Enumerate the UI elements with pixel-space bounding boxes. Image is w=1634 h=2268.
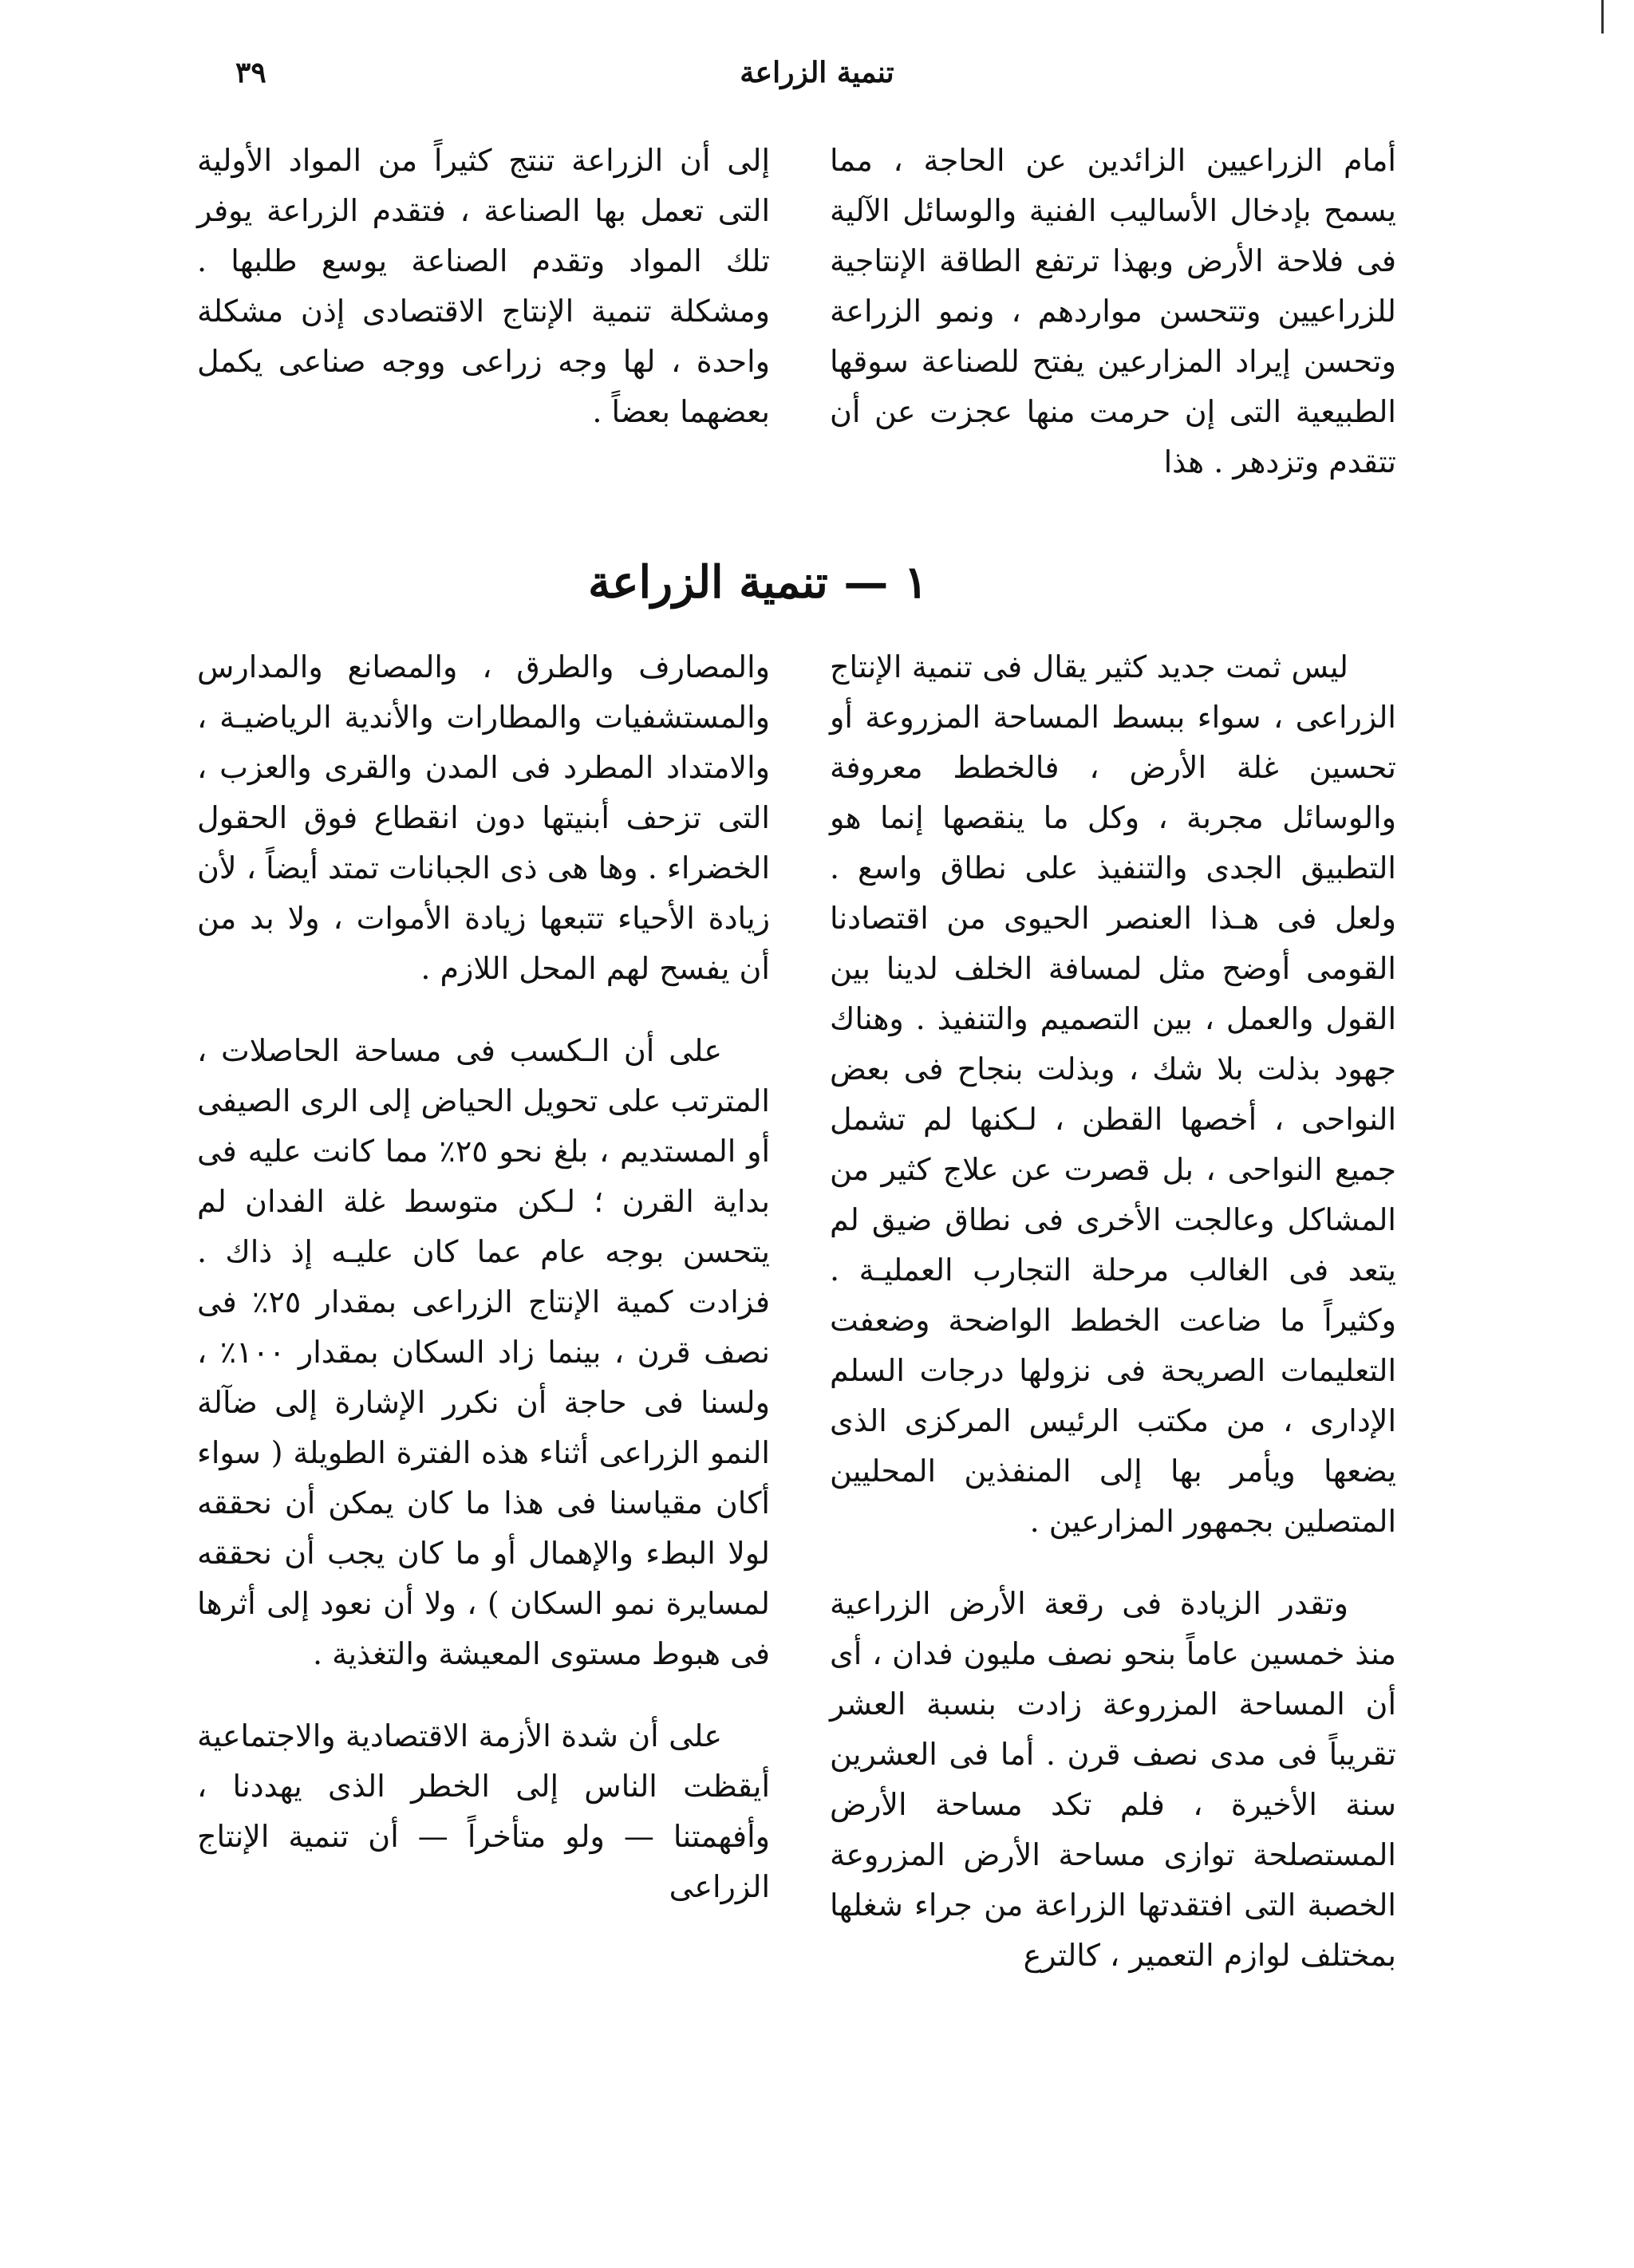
top-right-paragraph: أمام الزراعيين الزائدين عن الحاجة ، مما يسمح بإدخال الأساليب الفنية والوسائل الآلية فى فلاحة الأرض وبهذا ترتفع الطاقة الإنتاجية للزراعيين وتتحسن مواردهم ، ونمو الزراعة وتحسن إيراد المزارعين يفتح للصناعة سوقها الطبيعية التى إن حرمت منها عجزت عن أن تتقدم وتزدهر . هذا (830, 143, 1396, 479)
body-paragraph: والمصارف والطرق ، والمصانع والمدارس والمستشفيات والمطارات والأندية الرياضيـة ، والامتداد المطرد فى المدن والقرى والعزب ، التى تزحف أبنيتها دون انقطاع فوق الحقول الخضراء . وها هى ذى الجبانات تمتد أيضاً ، لأن زيادة الأحياء تتبعها زيادة الأموات ، ولا بد من أن يفسح لهم المحل اللازم . (197, 649, 770, 986)
running-title: تنمية الزراعة (740, 56, 894, 89)
body-paragraph: وتقدر الزيادة فى رقعة الأرض الزراعية منذ خمسين عاماً بنحو نصف مليون فدان ، أى أن المساحة المزروعة زادت بنسبة العشر تقريباً فى مدى نصف قرن . أما فى العشرين سنة الأخيرة ، فلم تكد مساحة الأرض المستصلحة توازى مساحة الأرض المزروعة الخصبة التى افتقدتها الزراعة من جراء شغلها بمختلف لوازم التعمير ، كالترع (830, 1586, 1396, 1973)
body-paragraph: على أن شدة الأزمة الاقتصادية والاجتماعية أيقظت الناس إلى الخطر الذى يهددنا ، وأفهمتنا — ولو متأخراً — أن تنمية الإنتاج الزراعى (197, 1718, 770, 1904)
paragraph-gap (197, 1679, 770, 1711)
edge-mark (1601, 0, 1604, 34)
bottom-left-column (197, 642, 770, 1912)
page-number: ٣٩ (235, 56, 266, 89)
section-heading: ١ — تنمية الزراعة (588, 556, 928, 609)
bottom-right-column (830, 642, 1396, 1981)
top-left-column (197, 136, 770, 437)
body-paragraph: على أن الـكسب فى مساحة الحاصلات ، المترتب على تحويل الحياض إلى الرى الصيفى أو المستديم ، بلغ نحو ٢٥٪ مما كانت عليه فى بداية القرن ؛ لـكن متوسط غلة الفدان لم يتحسن بوجه عام عما كان عليـه إذ ذاك . فزادت كمية الإنتاج الزراعى بمقدار ٢٥٪ فى نصف قرن ، بينما زاد السكان بمقدار ١٠٠٪ ، ولسنا فى حاجة أن نكرر الإشارة إلى ضآلة النمو الزراعى أثناء هذه الفترة الطويلة ( سواء أكان مقياسنا فى هذا ما كان يمكن أن نحققه لولا البطء والإهمال أو ما كان يجب أن نحققه لمسايرة نمو السكان ) ، ولا أن نعود إلى أثرها فى هبوط مستوى المعيشة والتغذية . (197, 1033, 771, 1671)
body-paragraph: ليس ثمت جديد كثير يقال فى تنمية الإنتاج الزراعى ، سواء ببسط المساحة المزروعة أو تحسين غلة الأرض ، فالخطط معروفة والوسائل مجربة ، وكل ما ينقصها إنما هو التطبيق الجدى والتنفيذ على نطاق واسع . ولعل فى هـذا العنصر الحيوى من اقتصادنا القومى أوضح مثل لمسافة الخلف لدينا بين القول والعمل ، بين التصميم والتنفيذ . وهناك جهود بذلت بلا شك ، وبذلت بنجاح فى بعض النواحى ، أخصها القطن ، لـكنها لم تشمل جميع النواحى ، بل قصرت عن علاج كثير من المشاكل وعالجت الأخرى فى نطاق ضيق لم يتعد فى الغالب مرحلة التجارب العمليـة . وكثيراً ما ضاعت الخطط الواضحة وضعفت التعليمات الصريحة فى نزولها درجات السلم الإدارى ، من مكتب الرئيس المركزى الذى يضعها ويأمر بها إلى المنفذين المحليين المتصلين بجمهور المزارعين . (830, 649, 1396, 1539)
top-left-paragraph: إلى أن الزراعة تنتج كثيراً من المواد الأولية التى تعمل بها الصناعة ، فتقدم الزراعة يوفر تلك المواد وتقدم الصناعة يوسع طلبها . ومشكلة تنمية الإنتاج الاقتصادى إذن مشكلة واحدة ، لها وجه زراعى ووجه صناعى يكمل بعضهما بعضاً . (197, 143, 770, 429)
top-right-column (830, 136, 1396, 487)
paragraph-gap (197, 994, 770, 1026)
paragraph-gap (830, 1547, 1396, 1579)
